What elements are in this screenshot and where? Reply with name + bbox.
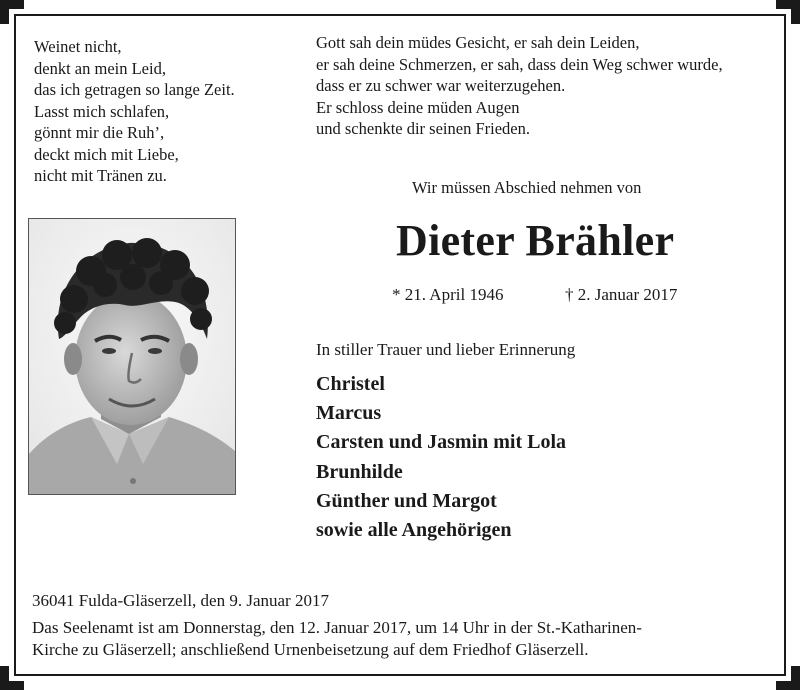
mourner-name: Günther und Margot: [316, 489, 497, 512]
poem-left-line: das ich getragen so lange Zeit.: [34, 80, 235, 99]
poem-left: [34, 36, 235, 187]
poem-right-line: Er schloss deine müden Augen: [316, 97, 520, 117]
border-right: [784, 14, 786, 676]
poem-right-line: er sah deine Schmerzen, er sah, dass dein Weg schwer wurde,: [316, 54, 723, 74]
mourner-name: Christel: [316, 373, 385, 395]
border-left: [14, 14, 16, 676]
farewell-intro: Wir müssen Abschied nehmen von: [412, 178, 642, 197]
funeral-notice-line: Das Seelenamt ist am Donnerstag, den 12. Januar 2017, um 14 Uhr in der St.-Katharinen-: [32, 618, 642, 637]
poem-left-line: denkt an mein Leid,: [34, 58, 166, 78]
poem-right-line: und schenkte dir seinen Frieden.: [316, 119, 530, 138]
border-top: [14, 14, 786, 16]
poem-left-line: gönnt mir die Ruh’,: [34, 123, 165, 142]
mourner-name: Brunhilde: [316, 460, 403, 483]
mourner-name: Marcus: [316, 402, 382, 425]
mourner-name: sowie alle Angehörigen: [316, 519, 512, 542]
border-bottom: [14, 674, 786, 676]
corner-ornament-bottom-right: [776, 666, 800, 690]
funeral-notice: [32, 617, 642, 661]
place-date: 36041 Fulda-Gläserzell, den 9. Januar 2017: [32, 591, 329, 610]
poem-right-line: dass er zu schwer war weiterzugehen.: [316, 76, 566, 95]
poem-left-line: Weinet nicht,: [34, 37, 122, 56]
mourner-name: Carsten und Jasmin mit Lola: [316, 431, 567, 454]
portrait-photo: [28, 218, 236, 495]
mourning-line: In stiller Trauer und lieber Erinnerung: [316, 340, 576, 359]
death-date: † 2. Januar 2017: [565, 285, 678, 304]
mourners-list: [316, 370, 566, 545]
corner-ornament-top-right: [776, 0, 800, 24]
deceased-name: Dieter Brähler: [396, 216, 675, 265]
poem-left-line: Lasst mich schlafen,: [34, 101, 170, 121]
poem-right-line: Gott sah dein müdes Gesicht, er sah dein Leiden,: [316, 33, 640, 52]
poem-right: [316, 32, 723, 140]
birth-date: * 21. April 1946: [392, 285, 504, 304]
poem-left-line: nicht mit Tränen zu.: [34, 166, 167, 185]
poem-left-line: deckt mich mit Liebe,: [34, 144, 179, 164]
funeral-notice-line: Kirche zu Gläserzell; anschließend Urnenbeisetzung auf dem Friedhof Gläserzell.: [32, 640, 589, 659]
corner-ornament-top-left: [0, 0, 24, 24]
corner-ornament-bottom-left: [0, 666, 24, 690]
